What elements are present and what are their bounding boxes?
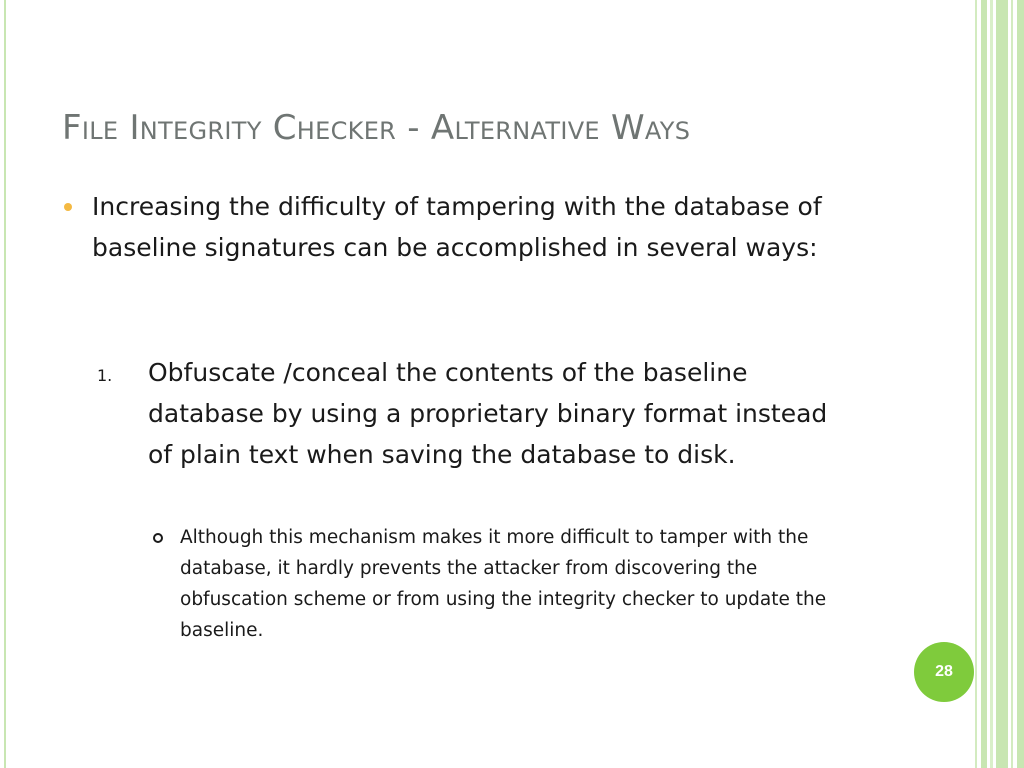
page-number-badge: 28 bbox=[914, 642, 974, 702]
decorative-stripe bbox=[975, 0, 977, 768]
numbered-list-marker: 1. bbox=[97, 366, 113, 385]
decorative-stripe bbox=[996, 0, 1008, 768]
hollow-circle-bullet-icon bbox=[153, 533, 163, 543]
decorative-stripe bbox=[990, 0, 993, 768]
sub-bullet-text: Although this mechanism makes it more difficult to tamper with the database, it hardly prevents the attacker from discovering the obfuscation scheme or from using the integrity checker to update the baseline. bbox=[180, 527, 827, 641]
decorative-stripe bbox=[1011, 0, 1013, 768]
bullet-dot-icon bbox=[64, 203, 72, 211]
decorative-stripe bbox=[981, 0, 987, 768]
bullet-text: Increasing the difficulty of tampering with the database of baseline signatures can be accomplished in several ways: bbox=[92, 192, 822, 262]
numbered-item-text: Obfuscate /conceal the contents of the baseline database by using a proprietary binary format instead of plain text when saving the database to disk. bbox=[148, 358, 828, 469]
decorative-stripe bbox=[1017, 0, 1024, 768]
left-border-line bbox=[4, 0, 6, 768]
slide-title: File Integrity Checker - Alternative Ways bbox=[62, 108, 691, 148]
